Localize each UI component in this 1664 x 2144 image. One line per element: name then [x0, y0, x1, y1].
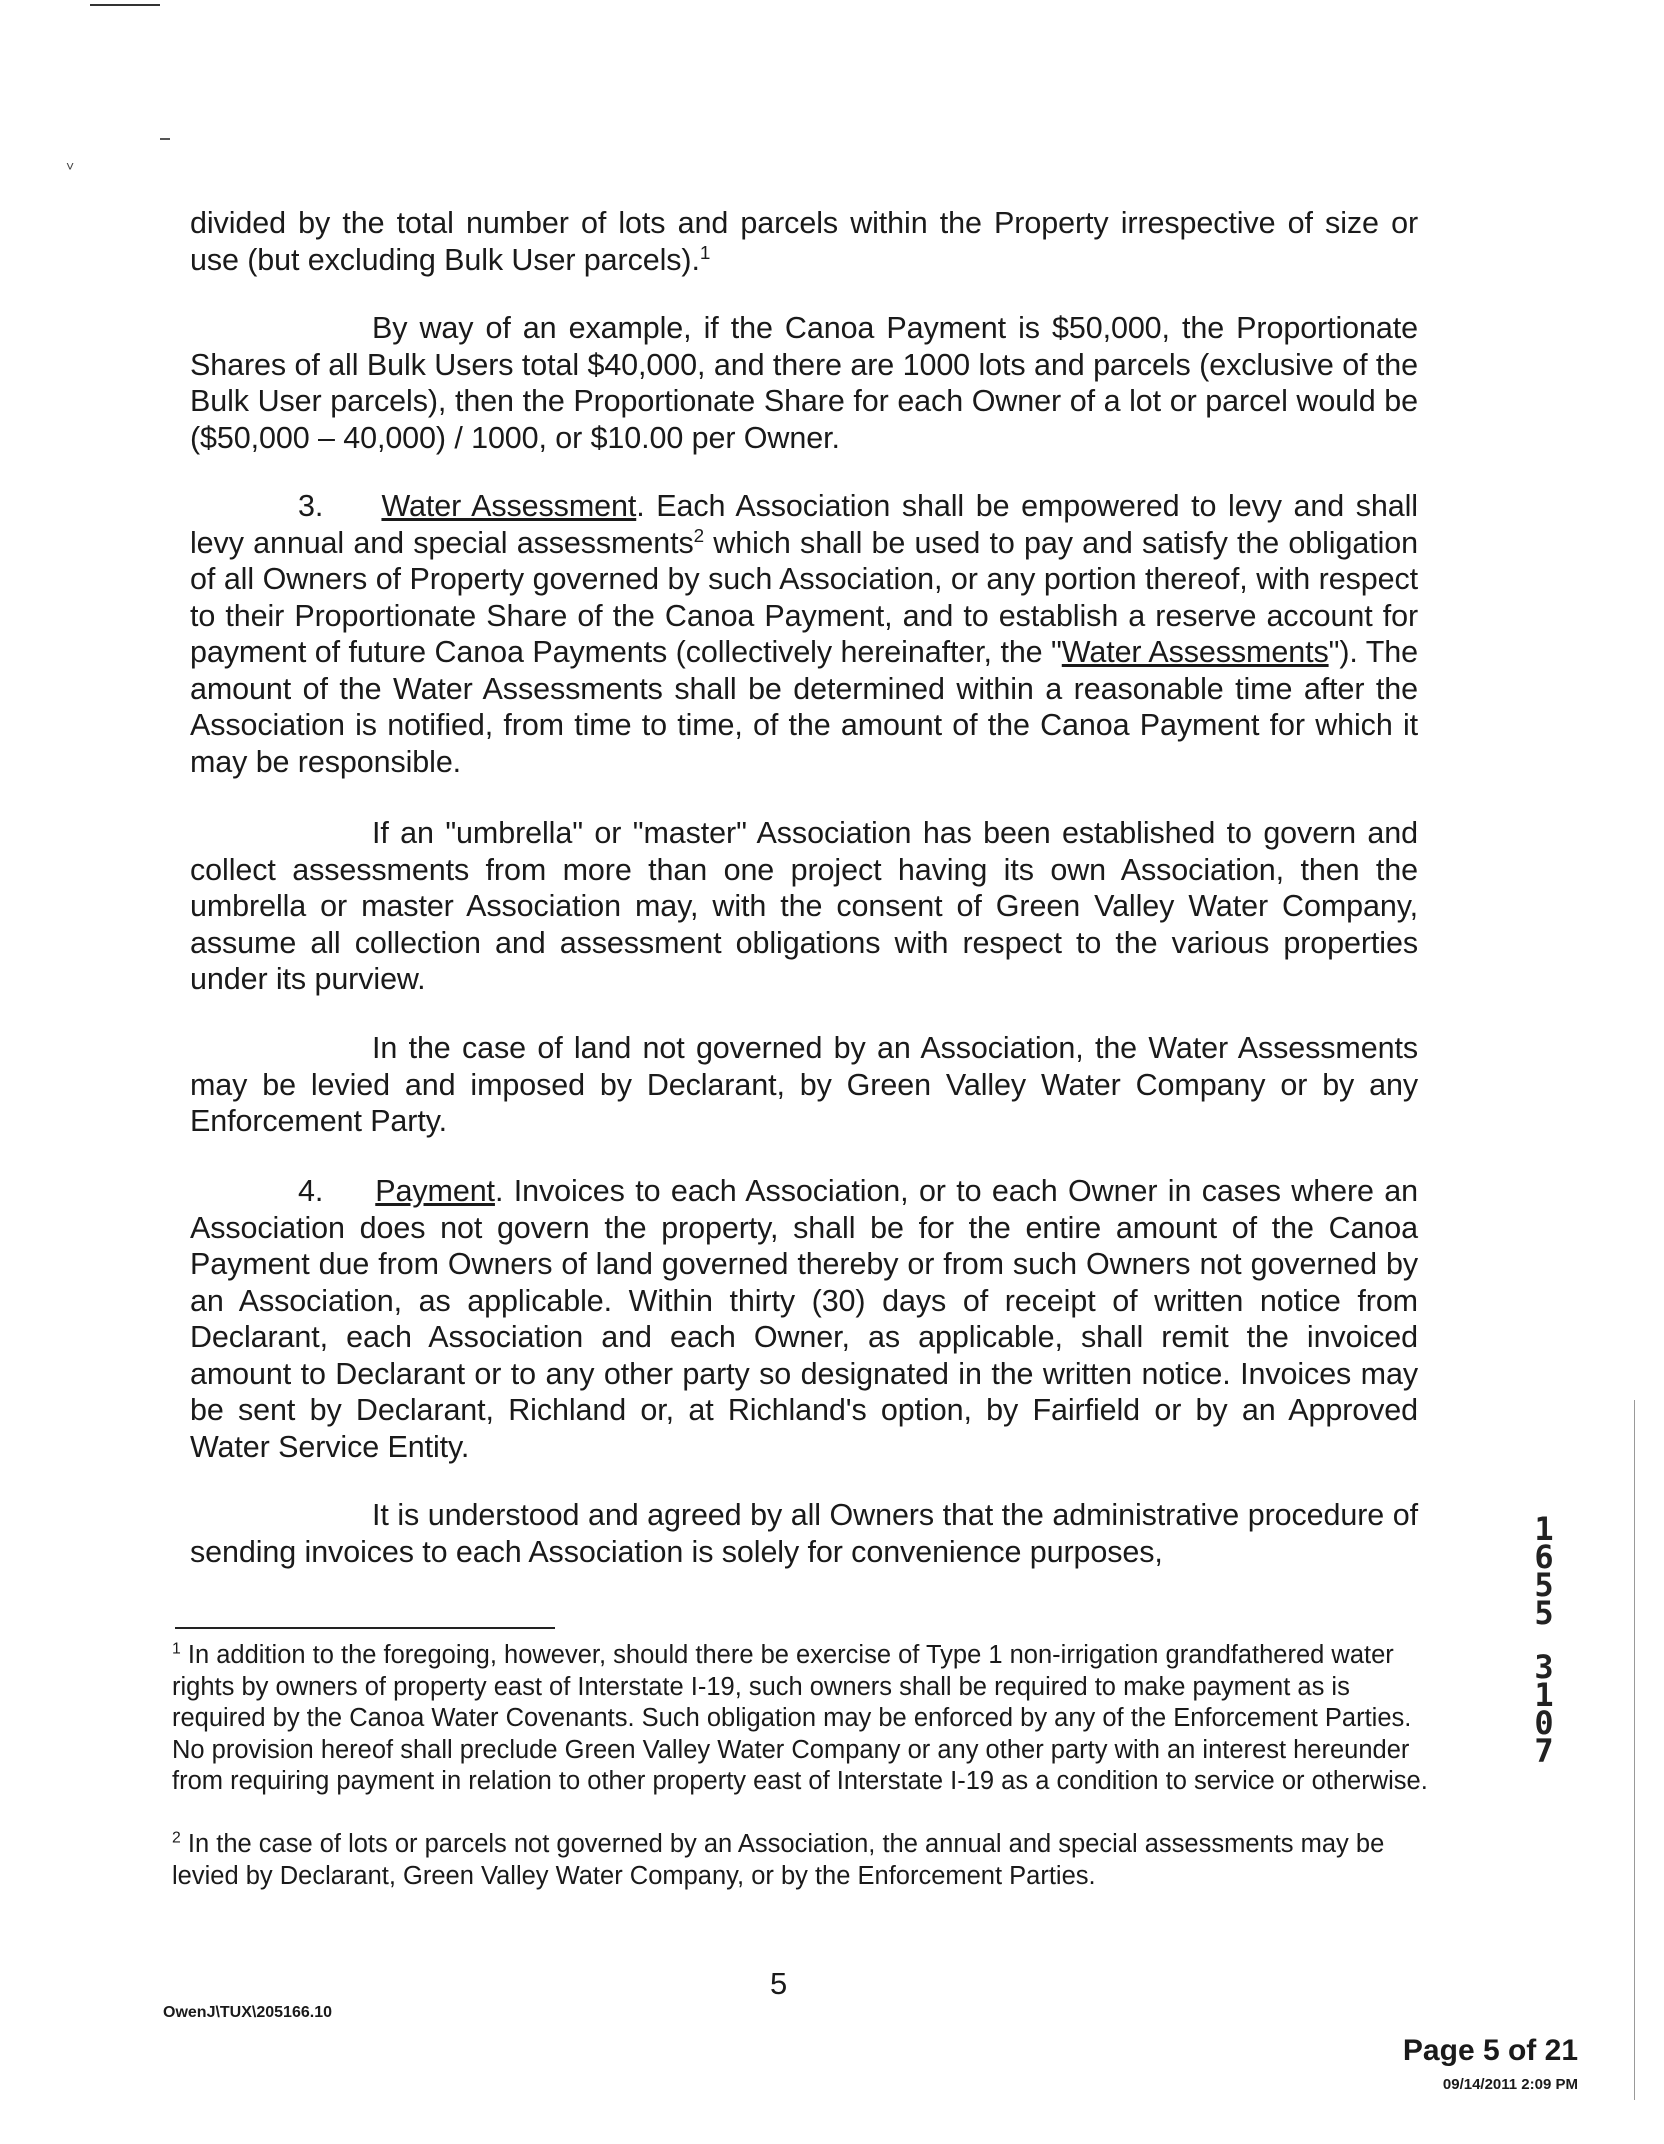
footnote-2: $^2$ In the case of lots or parcels not governed by an Association, the annual and special assessments may be levied by Declarant, Green Valley Water Company, or by the Enforcement Parties. — [172, 1829, 1385, 1890]
recording-number-stamp — [1524, 1510, 1564, 1770]
section-3-heading: Water Assessment — [381, 489, 637, 523]
section-4-number: 4. — [298, 1174, 324, 1208]
print-timestamp: 09/14/2011 2:09 PM — [1442, 2076, 1578, 2093]
recording-digit: 0 — [1534, 1704, 1554, 1742]
page-of-indicator: Page 5 of 21 — [1402, 2034, 1578, 2067]
recording-digit: 1 — [1534, 1676, 1554, 1714]
footnote-mark-2: 2 — [172, 1829, 181, 1847]
section-3-water-assessment: 3. Water Assessment. Each Association shall be empowered to levy and shall levy annual and special assessments$^2$ which shall be used to pay and satisfy the obligation of all Owners of Property governed by such Association, or any portion thereof, with respect to their Proportionate Share of the Canoa Payment, and to establish a reserve account for payment of future Canoa Payments (collectively hereinafter, the "Water Assessments"). The amount of the Water Assessments shall be determined within a reasonable time after the Association is notified, from time to time, of the amount of the Canoa Payment for which it may be responsible. — [190, 489, 1418, 779]
section-4-payment: 4. Payment. Invoices to each Association, or to each Owner in cases where an Association does not govern the property, shall be for the entire amount of the Canoa Payment due from Owners of land governed thereby or from such Owners not governed by an Association, as applicable. Within thirty (30) days of receipt of written notice from Declarant, each Association and each Owner, as applicable, shall remit the invoiced amount to Declarant or to any other party so designated in the written notice. Invoices may be sent by Declarant, Richland or, at Richland's option, by Fairfield or by an Approved Water Service Entity. — [190, 1174, 1418, 1464]
paragraph-continuation: divided by the total number of lots and parcels within the Property irrespective of size or use (but excluding Bulk User parcels).$^1$ — [190, 206, 1418, 277]
recording-digit: 3 — [1534, 1648, 1554, 1686]
footnote-ref-1[interactable]: 1 — [699, 242, 711, 264]
scan-top-mark — [90, 4, 160, 6]
paragraph-example: By way of an example, if the Canoa Payment is $50,000, the Proportionate Shares of all Bulk Users total $40,000, and there are 1000 lots and parcels (exclusive of the Bulk User parcels), then the Proportionate Share for each Owner of a lot or parcel would be ($50,000 – 40,000) / 1000, or $10.00 per Owner. — [190, 311, 1418, 455]
scan-speck: ˅ — [66, 158, 75, 174]
document-id: OwenJ\TUX\205166.10 — [163, 2004, 332, 2021]
section-4-heading: Payment — [375, 1174, 495, 1208]
recording-digit: 5 — [1534, 1566, 1554, 1604]
footnote-divider — [175, 1627, 555, 1629]
footnote-mark-1: 1 — [172, 1640, 181, 1658]
paragraph-invoice-procedure: It is understood and agreed by all Owners that the administrative procedure of sending invoices to each Association is solely for convenience purposes, — [190, 1498, 1418, 1569]
page-number: 5 — [770, 1966, 788, 2001]
paragraph-land-not-governed: In the case of land not governed by an Association, the Water Assessments may be levied and imposed by Declarant, by Green Valley Water Company or by any Enforcement Party. — [190, 1031, 1418, 1138]
recording-digit: 6 — [1534, 1538, 1554, 1576]
recording-digit: 1 — [1534, 1510, 1554, 1548]
recording-digit: 5 — [1534, 1594, 1554, 1632]
recording-digit: 7 — [1534, 1732, 1554, 1770]
paragraph-umbrella-association: If an "umbrella" or "master" Association has been established to govern and collect assessments from more than one project having its own Association, then the umbrella or master Association may, with the consent of Green Valley Water Company, assume all collection and assessment obligations with respect to the various properties under its purview. — [190, 816, 1418, 996]
scan-edge-line — [1634, 1400, 1635, 2100]
scan-dash — [160, 138, 170, 140]
defined-term-water-assessments: Water Assessments — [1061, 635, 1329, 669]
footnote-ref-2[interactable]: 2 — [693, 525, 705, 547]
section-3-number: 3. — [298, 489, 324, 523]
footnote-1: $^1$ In addition to the foregoing, however, should there be exercise of Type 1 non-irrigation grandfathered water rights by owners of property east of Interstate I-19, such owners shall be required to make payment as is required by the Canoa Water Covenants. Such obligation may be enforced by any of the Enforcement Parties. No provision hereof shall preclude Green Valley Water Company or any other party with an interest hereunder from requiring payment in relation to other property east of Interstate I-19 as a condition to service or otherwise. — [172, 1640, 1428, 1795]
